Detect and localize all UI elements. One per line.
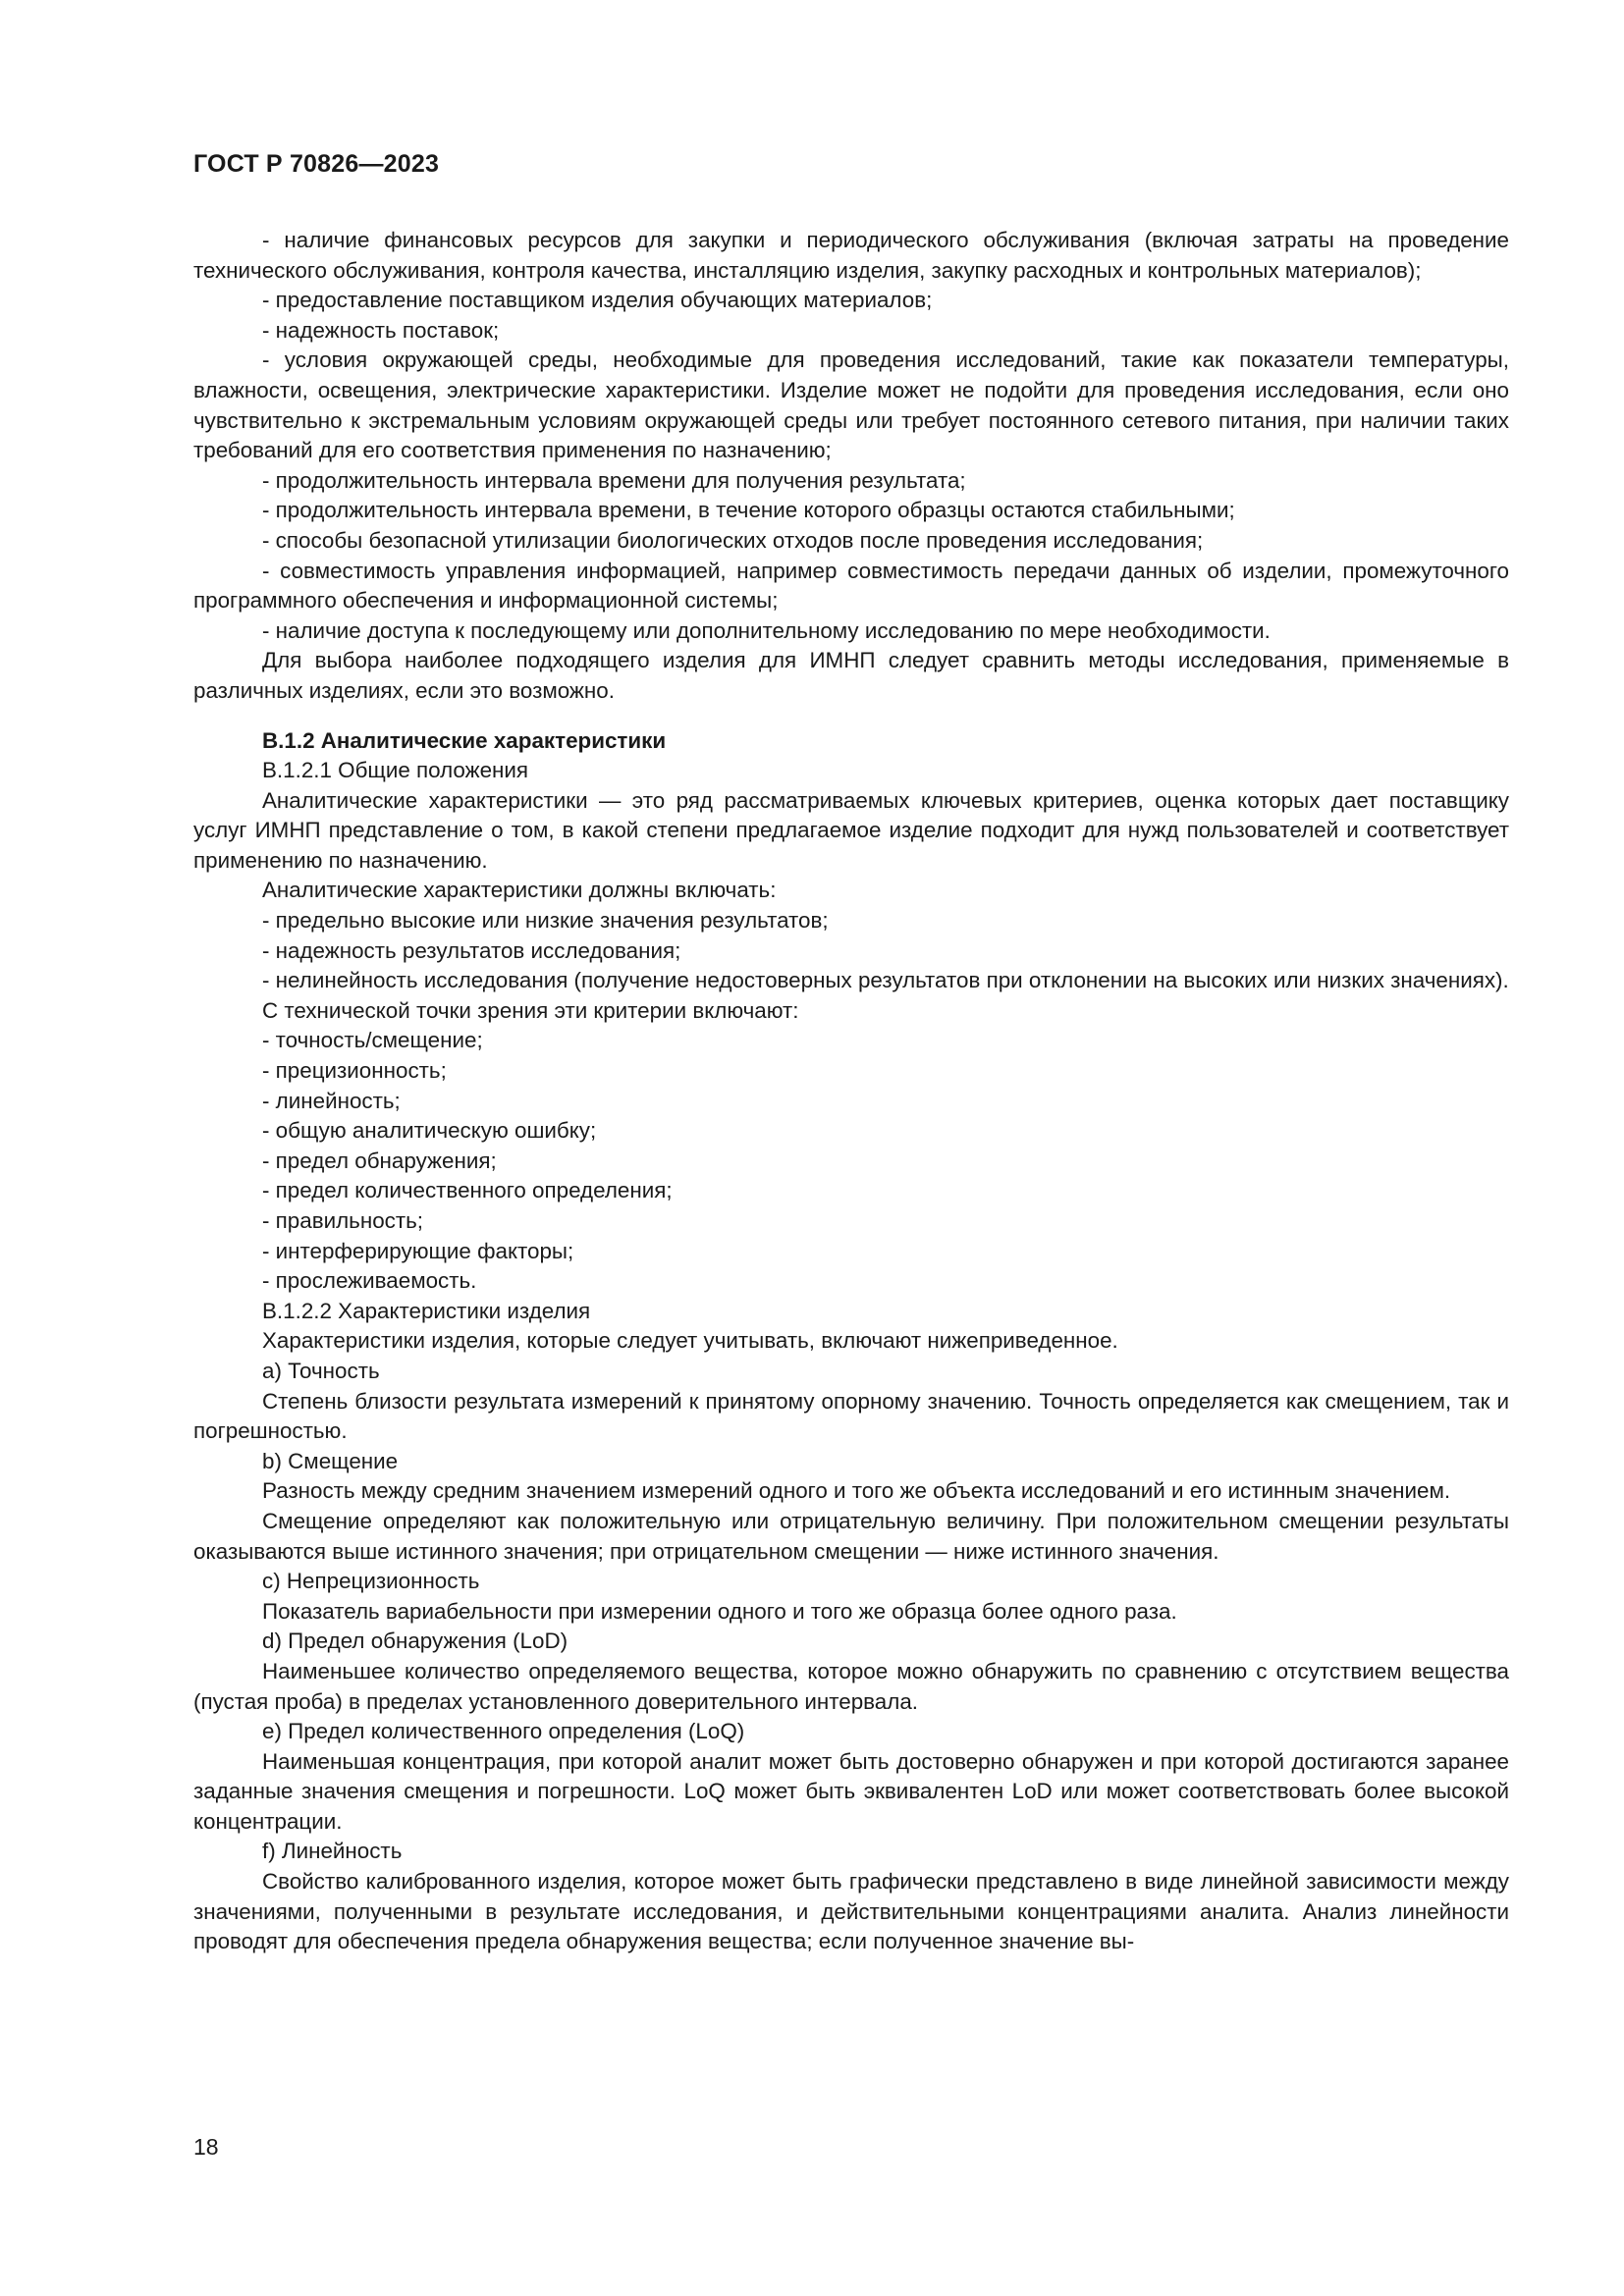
paragraph: - условия окружающей среды, необходимые для проведения исследований, такие как показатели температуры, влажности, освещения, электрические характеристики. Изделие может не подойти для проведения исследования, если оно чувствительно к экстремальным условиям окружающей среды или требует постоянного сетевого питания, при наличии таких требований для его соответствия применения по назначению; — [193, 347, 1509, 463]
paragraph: Смещение определяют как положительную или отрицательную величину. При положительном смещении результаты оказываются выше истинного значения; при отрицательном смещении — ниже истинного значения. — [193, 1508, 1509, 1564]
paragraph: Для выбора наиболее подходящего изделия для ИМНП следует сравнить методы исследования, применяемые в различных изделиях, если это возможно. — [193, 648, 1509, 703]
list-item: - прецизионность; — [262, 1058, 447, 1084]
paragraph: - надежность поставок; — [262, 317, 500, 343]
paragraph: - предоставление поставщиком изделия обучающих материалов; — [262, 288, 933, 313]
paragraph: Наименьшая концентрация, при которой аналит может быть достоверно обнаружен и при которой достигаются заранее заданные значения смещения и погрешности. LoQ может быть эквивалентен LoD или может соответствовать более высокой концентрации. — [193, 1748, 1509, 1834]
paragraph: - наличие финансовых ресурсов для закупки и периодического обслуживания (включая затраты на проведение технического обслуживания, контроля качества, инсталляцию изделия, закупку расходных и контрольных материалов); — [193, 228, 1509, 283]
list-item: - прослеживаемость. — [262, 1268, 477, 1294]
paragraph: - совместимость управления информацией, например совместимость передачи данных об изделии, промежуточного программного обеспечения и информационной системы; — [193, 558, 1509, 614]
list-item: - предел количественного определения; — [262, 1178, 673, 1203]
list-item: - правильность; — [262, 1208, 423, 1233]
subsection-heading-b-1-2-1: В.1.2.1 Общие положения — [262, 758, 529, 783]
list-item: - интерферирующие факторы; — [262, 1238, 574, 1263]
paragraph: Аналитические характеристики должны включать: — [262, 878, 777, 903]
paragraph: Разность между средним значением измерений одного и того же объекта исследований и его истинным значением. — [262, 1478, 1451, 1504]
document-body — [193, 226, 1509, 1957]
item-heading-loq: e) Предел количественного определения (LoQ) — [262, 1719, 745, 1744]
list-item: - надежность результатов исследования; — [262, 937, 681, 963]
section-heading-b-1-2: В.1.2 Аналитические характеристики — [262, 727, 667, 753]
item-heading-accuracy: a) Точность — [262, 1358, 380, 1383]
paragraph: Степень близости результата измерений к принятому опорному значению. Точность определяется как смещением, так и погрешностью. — [193, 1388, 1509, 1444]
paragraph: Показатель вариабельности при измерении одного и того же образца более одного раза. — [262, 1598, 1177, 1624]
subsection-heading-b-1-2-2: В.1.2.2 Характеристики изделия — [262, 1298, 591, 1323]
list-item: - линейность; — [262, 1088, 401, 1113]
list-item: - нелинейность исследования (получение недостоверных результатов при отклонении на высоких или низких значениях). — [262, 968, 1509, 993]
page-number: 18 — [193, 2134, 219, 2160]
document-code: ГОСТ Р 70826—2023 — [193, 150, 440, 178]
paragraph: - продолжительность интервала времени для получения результата; — [262, 467, 966, 493]
item-heading-linearity: f) Линейность — [262, 1839, 403, 1864]
paragraph: - способы безопасной утилизации биологических отходов после проведения исследования; — [262, 527, 1204, 553]
item-heading-bias: b) Смещение — [262, 1448, 399, 1473]
paragraph: Характеристики изделия, которые следует учитывать, включают нижеприведенное. — [262, 1328, 1118, 1354]
paragraph: - продолжительность интервала времени, в течение которого образцы остаются стабильными; — [262, 498, 1235, 523]
item-heading-lod: d) Предел обнаружения (LoD) — [262, 1629, 568, 1654]
paragraph: - наличие доступа к последующему или дополнительному исследованию по мере необходимости. — [262, 617, 1271, 643]
list-item: - общую аналитическую ошибку; — [262, 1118, 597, 1144]
list-item: - точность/смещение; — [262, 1028, 483, 1053]
list-item: - предел обнаружения; — [262, 1148, 497, 1173]
list-item: - предельно высокие или низкие значения результатов; — [262, 908, 829, 934]
paragraph: С технической точки зрения эти критерии включают: — [262, 997, 799, 1023]
paragraph: Наименьшее количество определяемого вещества, которое можно обнаружить по сравнению с отсутствием вещества (пустая проба) в пределах установленного доверительного интервала. — [193, 1658, 1509, 1714]
paragraph: Свойство калиброванного изделия, которое может быть графически представлено в виде линейной зависимости между значениями, полученными в результате исследования, и действительными концентрациями аналита. Анализ линейности проводят для обеспечения предела обнаружения вещества; если полученное значение вы- — [193, 1869, 1509, 1954]
item-heading-imprecision: c) Непрецизионность — [262, 1569, 480, 1594]
paragraph: Аналитические характеристики — это ряд рассматриваемых ключевых критериев, оценка которых дает поставщику услуг ИМНП представление о том, в какой степени предлагаемое изделие подходит для нужд пользователей и соответствует применению по назначению. — [193, 787, 1509, 873]
